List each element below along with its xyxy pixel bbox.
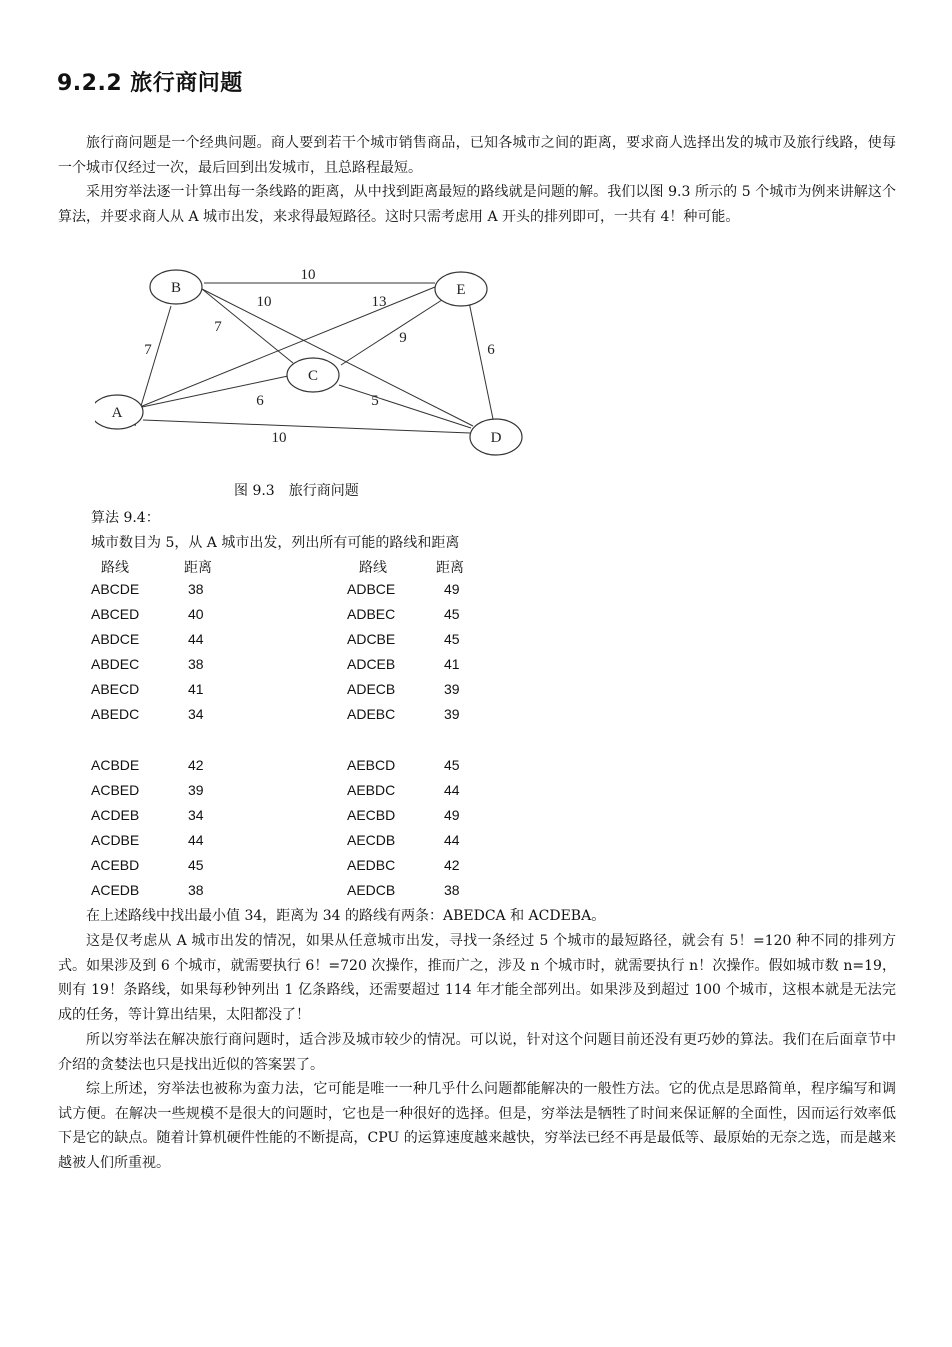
paragraph-method: 采用穷举法逐一计算出每一条线路的距离，从中找到距离最短的路线就是问题的解。我们以图 9.3 所示的 5 个城市为例来讲解这个算法，并要求商人从 A 城市出发，来求得最短路径。这时只需考虑用 A 开头的排列即可，一共有 4！种可能。 <box>58 184 896 225</box>
route-name: ADECB <box>347 681 396 697</box>
route-distance: 41 <box>188 681 204 697</box>
node-label: A <box>111 405 123 421</box>
route-column-header-right: 路线 <box>359 560 387 576</box>
route-column-header-left: 路线 <box>101 560 129 576</box>
edge-weight-label: 7 <box>144 342 152 358</box>
edge-c-e <box>341 298 445 365</box>
route-name: ABCDE <box>91 581 140 597</box>
route-distance: 34 <box>188 706 204 722</box>
figure-caption: 图 9.3 旅行商问题 <box>234 483 359 499</box>
route-name: AEBDC <box>347 782 396 798</box>
route-distance: 49 <box>444 807 460 823</box>
node-label: E <box>456 282 466 298</box>
tsp-graph-diagram <box>95 262 535 467</box>
route-name: ABECD <box>91 681 140 697</box>
node-label: B <box>170 280 182 296</box>
route-distance: 38 <box>188 882 204 898</box>
route-distance: 38 <box>444 882 460 898</box>
edge-weight-label: 6 <box>487 342 495 358</box>
route-distance: 44 <box>188 832 204 848</box>
route-name: ABCED <box>91 606 140 622</box>
edge-weight-label: 10 <box>271 430 287 446</box>
edge-d-e <box>469 302 493 419</box>
edge-weight-label: 13 <box>371 294 387 310</box>
algorithm-description: 城市数目为 5，从 A 城市出发，列出所有可能的路线和距离 <box>91 535 460 551</box>
edge-weight-label: 7 <box>214 319 222 335</box>
route-distance: 38 <box>188 581 204 597</box>
route-name: ADCBE <box>347 631 396 647</box>
route-distance: 44 <box>188 631 204 647</box>
route-name: ADCEB <box>347 656 396 672</box>
route-name: ACBDE <box>91 757 140 773</box>
route-distance: 38 <box>188 656 204 672</box>
node-label: C <box>307 368 319 384</box>
edge-weight-label: 10 <box>300 267 316 283</box>
route-name: ACEDB <box>91 882 140 898</box>
paragraph-complexity: 这是仅考虑从 A 城市出发的情况，如果从任意城市出发，寻找一条经过 5 个城市的最短路径，就会有 5！=120 种不同的排列方式。如果涉及到 6 个城市，就需要执行 6！=720 次操作，推而广之，涉及 n 个城市时，就需要执行 n！次操作。假如城市数 n=19，则有 19！条路线，如果每秒钟列出 1 亿条路线，还需要超过 114 年才能全部列出。如果涉及到超过 100 个城市，这根本就是无法完成的任务，等计算出结果，太阳都没了！ <box>58 933 896 1023</box>
route-distance: 41 <box>444 656 460 672</box>
route-distance: 45 <box>444 606 460 622</box>
route-name: AEBCD <box>347 757 396 773</box>
node-d <box>470 419 522 455</box>
route-distance: 39 <box>444 706 460 722</box>
route-name: ABDCE <box>91 631 140 647</box>
edge-weight-label: 9 <box>399 330 407 346</box>
route-distance: 45 <box>444 631 460 647</box>
paragraph-result: 在上述路线中找出最小值 34，距离为 34 的路线有两条：ABEDCA 和 ACDEBA。 <box>86 908 606 924</box>
route-name: ACEBD <box>91 857 140 873</box>
route-distance: 34 <box>188 807 204 823</box>
edge-a-d <box>143 420 470 433</box>
algorithm-label: 算法 9.4： <box>91 510 160 526</box>
route-name: AEDBC <box>347 857 396 873</box>
node-a <box>95 395 143 429</box>
distance-column-header-left: 距离 <box>184 560 212 576</box>
route-distance: 42 <box>444 857 460 873</box>
route-name: AECDB <box>347 832 396 848</box>
route-name: ACDEB <box>91 807 140 823</box>
route-distance: 49 <box>444 581 460 597</box>
edge-a-c <box>142 376 288 407</box>
route-distance: 39 <box>444 681 460 697</box>
route-name: AEDCB <box>347 882 396 898</box>
route-name: ADEBC <box>347 706 396 722</box>
node-b <box>150 270 202 304</box>
node-e <box>435 272 487 306</box>
edge-b-d <box>202 289 473 426</box>
route-name: ABEDC <box>91 706 140 722</box>
route-name: AECBD <box>347 807 396 823</box>
route-name: ADBEC <box>347 606 396 622</box>
route-name: ADBCE <box>347 581 396 597</box>
section-title: 9.2.2 旅行商问题 <box>57 71 243 96</box>
edge-weight-label: 10 <box>256 294 272 310</box>
edge-weight-label: 6 <box>256 393 264 409</box>
node-label: D <box>490 430 502 446</box>
route-distance: 44 <box>444 832 460 848</box>
route-name: ACDBE <box>91 832 140 848</box>
paragraph-intro: 旅行商问题是一个经典问题。商人要到若干个城市销售商品，已知各城市之间的距离，要求商人选择出发的城市及旅行线路，使每一个城市仅经过一次，最后回到出发城市，且总路程最短。 <box>58 135 896 176</box>
edge-weight-label: 5 <box>371 393 379 409</box>
route-name: ABDEC <box>91 656 140 672</box>
route-name: ACBED <box>91 782 140 798</box>
route-distance: 40 <box>188 606 204 622</box>
route-distance: 45 <box>444 757 460 773</box>
paragraph-applicability: 所以穷举法在解决旅行商问题时，适合涉及城市较少的情况。可以说，针对这个问题目前还没有更巧妙的算法。我们在后面章节中介绍的贪婪法也只是找出近似的答案罢了。 <box>58 1032 896 1073</box>
route-distance: 39 <box>188 782 204 798</box>
node-c <box>287 358 339 392</box>
paragraph-summary: 综上所述，穷举法也被称为蛮力法，它可能是唯一一种几乎什么问题都能解决的一般性方法。它的优点是思路简单，程序编写和调试方便。在解决一些规模不是很大的问题时，它也是一种很好的选择。但是，穷举法是牺牲了时间来保证解的全面性，因而运行效率低下是它的缺点。随着计算机硬件性能的不断提高，CPU 的运算速度越来越快，穷举法已经不再是最低等、最原始的无奈之选，而是越来越被人们所重视。 <box>58 1081 896 1171</box>
distance-column-header-right: 距离 <box>436 560 464 576</box>
edge-a-e <box>135 287 435 409</box>
route-distance: 44 <box>444 782 460 798</box>
route-distance: 45 <box>188 857 204 873</box>
route-distance: 42 <box>188 757 204 773</box>
